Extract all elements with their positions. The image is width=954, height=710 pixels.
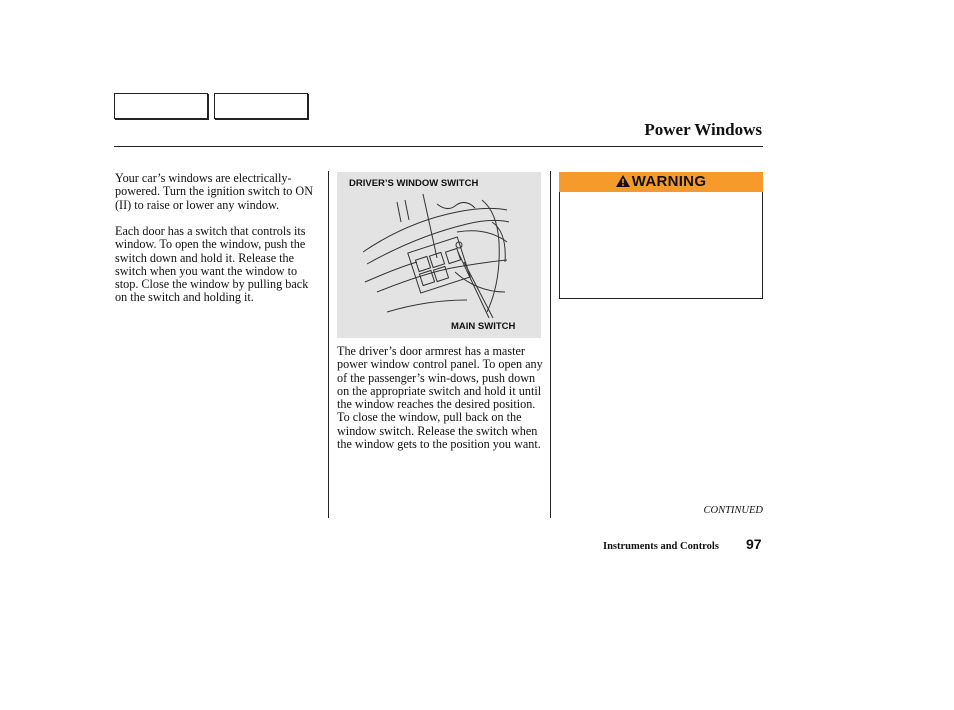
window-switch-illustration [337,172,541,338]
main-switch-label: MAIN SWITCH [451,321,516,332]
driver-window-switch-label: DRIVER’S WINDOW SWITCH [349,178,479,189]
page-number: 97 [746,536,762,552]
door-switch-paragraph: Each door has a switch that controls its window. To open the window, push the switch down and hold it. Release the switch when you want the window to stop. Close the window by pulling back on the switch and holding it. [115,224,309,305]
footer-section-name: Instruments and Controls [603,541,719,552]
nav-button-previous[interactable] [114,93,208,119]
column-divider-right [550,171,551,518]
warning-triangle-icon [616,175,630,187]
page-title: Power Windows [644,120,762,139]
warning-header [559,172,763,192]
warning-body [559,192,763,299]
nav-button-next[interactable] [214,93,308,119]
warning-label: WARNING [631,173,707,190]
master-panel-paragraph: The driver’s door armrest has a master power window control panel. To open any of the passenger’s win-dows, push down on the appropriate switch and hold it until the window reaches the desired position. To close the window, pull back on the window switch. Release the switch when the window gets to the position you want. [337,344,543,452]
continued-marker: CONTINUED [703,505,763,516]
intro-paragraph: Your car’s windows are electrically-powered. Turn the ignition switch to ON (II) to raise or lower any window. [115,171,314,212]
header-rule [114,146,763,147]
column-divider-left [328,171,329,518]
door-armrest-drawing [337,172,541,338]
